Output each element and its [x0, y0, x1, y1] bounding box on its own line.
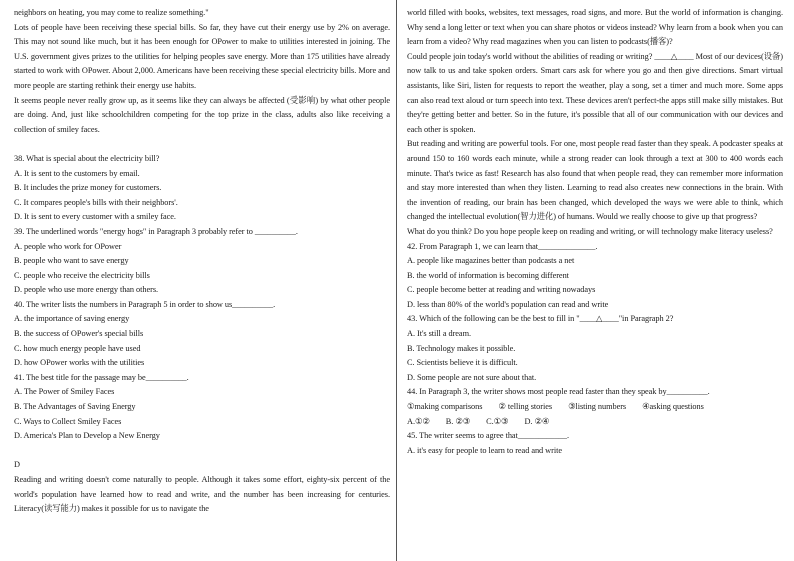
question-43 [407, 312, 783, 385]
option: B. people who want to save energy [14, 256, 129, 266]
option: D. ②④ [524, 416, 550, 426]
column-divider [396, 0, 397, 561]
option: B. Technology makes it possible. [407, 343, 516, 353]
option: A. it's easy for people to learn to read and write [407, 445, 562, 455]
option: B. It includes the prize money for customers. [14, 183, 162, 193]
option: A.①② [407, 416, 430, 426]
question-stem: 44. In Paragraph 3, the writer shows most people read faster than they speak by__________. [407, 387, 710, 397]
question-stem: 40. The writer lists the numbers in Paragraph 5 in order to show us__________. [14, 299, 276, 309]
option: A. the importance of saving energy [14, 314, 130, 324]
paragraph: Could people join today's world without the abilities of reading or writing? ____△____ Most of our devices(设备) now talk to us and take spoken orders. Smart cars ask for where you go and then give directions. Smart virtual assistants, like Siri, listen for requests to report the weather, play a song, set a timer and much more. Some apps can also read text aloud or turn speech into text. These devices aren't perfect-the apps still make silly mistakes. But they're getting better and better. So in the future, it's possible that all of our communication with our devices and each other is spoken. [407, 51, 783, 134]
option: C. how much energy people have used [14, 343, 141, 353]
option: A. The Power of Smiley Faces [14, 387, 115, 397]
question-45 [407, 429, 783, 458]
choice: ①making comparisons [407, 402, 483, 412]
option: D. Some people are not sure about that. [407, 372, 537, 382]
paragraph: world filled with books, websites, text messages, road signs, and more. But the world of information is changing. Why send a long letter or text when you can share photos or videos instead? Why learn from a book when you can learn from a video? Why read magazines when you can listen to podcasts(播客)? [407, 8, 783, 47]
option: B. the success of OPower's special bills [14, 329, 144, 339]
option: D. America's Plan to Develop a New Energy [14, 431, 160, 441]
paragraph: Reading and writing doesn't come naturally to people. Although it takes some effort, eighty-six percent of the world's population have learned how to read and write, and the number has been increasing for centuries. Literacy(读写能力) makes it possible for us to navigate the [14, 475, 390, 514]
question-stem: 43. Which of the following can be the best to fill in "____△____"in Paragraph 2? [407, 314, 674, 324]
option: B. the world of information is becoming different [407, 270, 569, 280]
spacer [14, 444, 390, 459]
option: A. people like magazines better than podcasts a net [407, 256, 575, 266]
question-stem: 38. What is special about the electricity bill? [14, 153, 160, 163]
question-stem: 39. The underlined words "energy hogs" in Paragraph 3 probably refer to __________. [14, 226, 298, 236]
left-column [14, 6, 390, 517]
paragraph: It seems people never really grow up, as it seems like they can always be affected (受影响) by what other people are doing. And, just like schoolchildren competing for the top prize in the class, adults also like receiving a collection of smiley faces. [14, 95, 390, 134]
choice: ② telling stories [498, 402, 553, 412]
option: D. how OPower works with the utilities [14, 358, 145, 368]
option: C. people who receive the electricity bills [14, 270, 150, 280]
question-stem: 45. The writer seems to agree that____________. [407, 431, 570, 441]
paragraph: Lots of people have been receiving these special bills. So far, they have cut their energy use by 2% on average. This may not sound like much, but it has been enough for OPower to make to utilities interested in joining. The U.S. government gives prizes to the utilities for helping peoples save energy. More than 175 utilities have already started to work with OPower. About 2,000. Americans have been receiving these special electricity bills. More and more people are starting rethink their energy use habits. [14, 22, 390, 90]
question-38 [14, 152, 390, 225]
option: C. Scientists believe it is difficult. [407, 358, 518, 368]
option: A. It's still a dream. [407, 329, 471, 339]
option: C.①③ [486, 416, 509, 426]
option: C. Ways to Collect Smiley Faces [14, 416, 122, 426]
choice: ④asking questions [642, 402, 704, 412]
choice: ③listing numbers [568, 402, 627, 412]
option: C. people become better at reading and writing nowadays [407, 285, 596, 295]
question-44 [407, 385, 783, 429]
option: A. It is sent to the customers by email. [14, 168, 140, 178]
option: A. people who work for OPower [14, 241, 122, 251]
question-stem: 41. The best title for the passage may be__________. [14, 372, 189, 382]
option: C. It compares people's bills with their neighbors'. [14, 197, 178, 207]
option-row [407, 415, 783, 430]
option: B. The Advantages of Saving Energy [14, 402, 136, 412]
paragraph: What do you think? Do you hope people keep on reading and writing, or will technology make literacy useless? [407, 226, 773, 236]
option: D. It is sent to every customer with a smiley face. [14, 212, 176, 222]
paragraph: neighbors on heating, you may come to realize something." [14, 8, 209, 17]
choice-row [407, 400, 783, 415]
question-stem: 42. From Paragraph 1, we can learn that______________. [407, 241, 598, 251]
question-39 [14, 225, 390, 298]
paragraph: But reading and writing are powerful tools. For one, most people read faster than they speak. A podcaster speaks at around 150 to 160 words each minute, while a strong reader can look through a text at 300 to 400 words each minute. That's twice as fast! Research has also found that when people read, they can remember more information and stay more interested than when they listen. Learning to read also creates new connections in the brain. With the invention of reading, our brain has been changed, which developed the ways we were able to think, which changed the intellectual evolution(智力进化) of humans. Would we really choose to give up that progress? [407, 139, 783, 222]
question-42 [407, 240, 783, 313]
option: D. people who use more energy than others. [14, 285, 159, 295]
option: D. less than 80% of the world's population can read and write [407, 299, 609, 309]
spacer [14, 137, 390, 152]
question-41 [14, 371, 390, 444]
option: B. ②③ [445, 416, 471, 426]
right-column [407, 6, 783, 458]
section-heading: D [14, 460, 20, 470]
question-40 [14, 298, 390, 371]
